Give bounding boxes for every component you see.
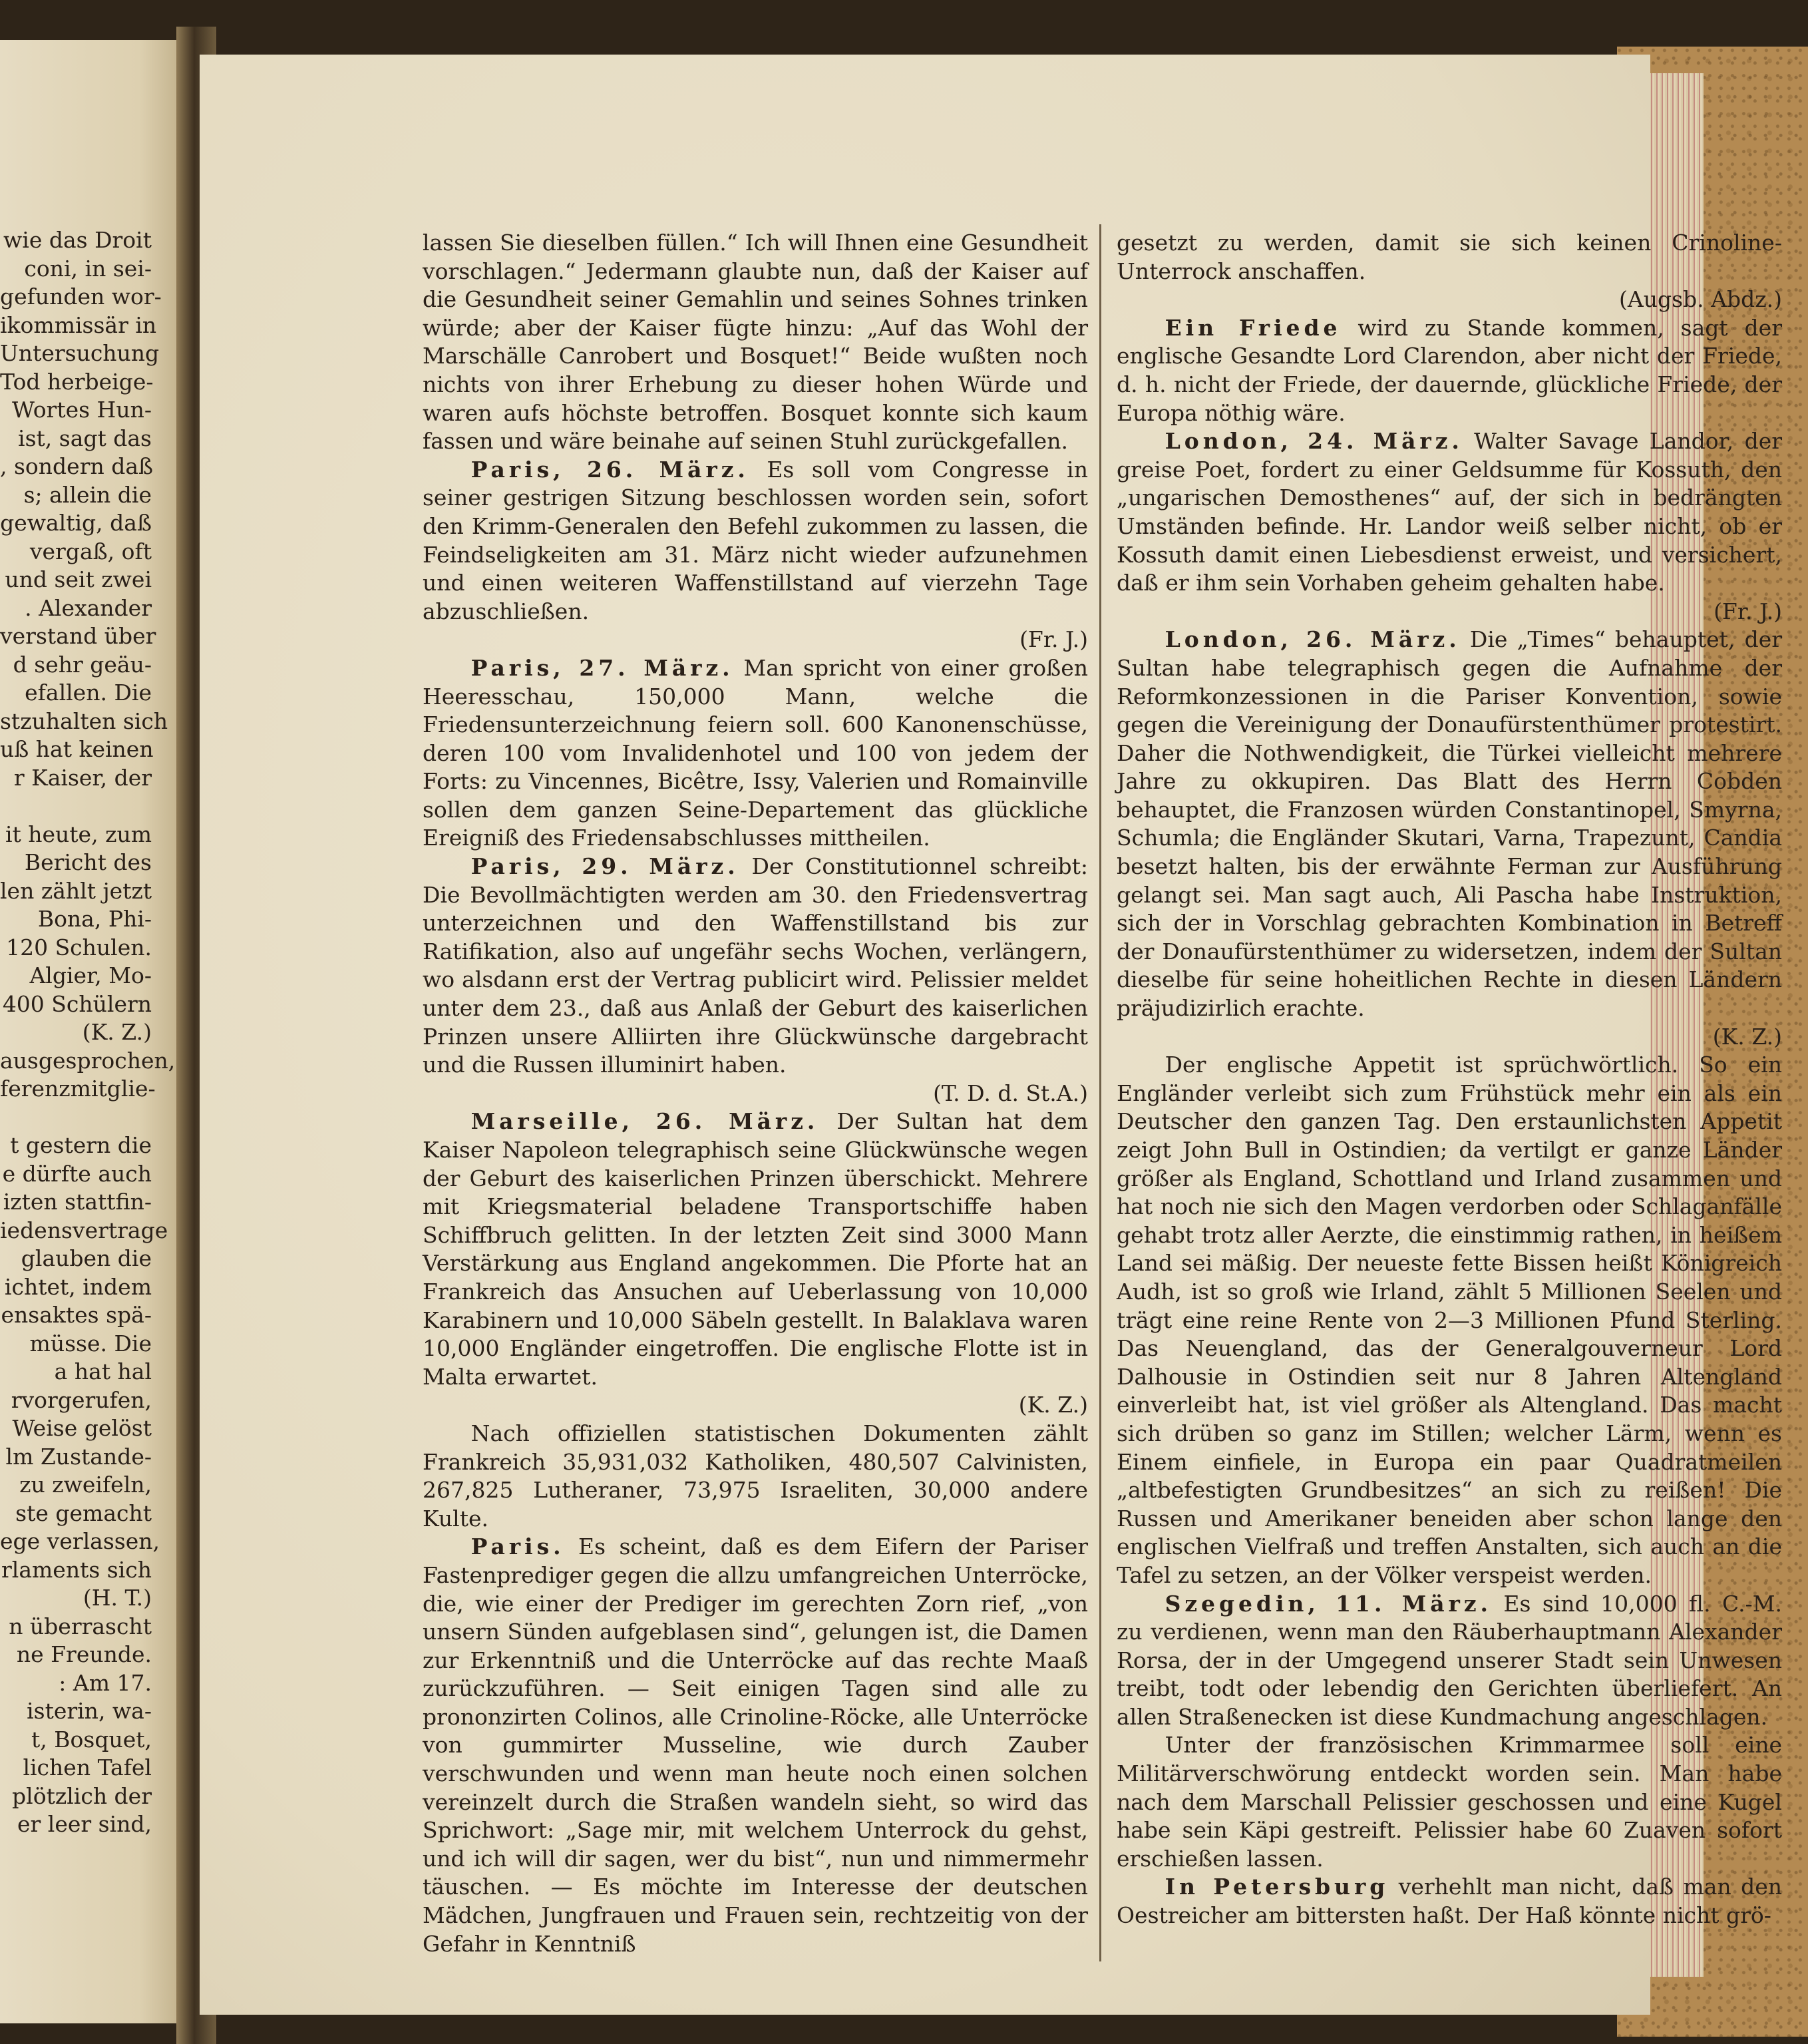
article-paragraph xyxy=(1117,1873,1782,1930)
left-column-line: müsse. Die xyxy=(29,1330,152,1356)
paragraph-text: lassen Sie dieselben füllen.“ Ich will Ihnen eine Gesundheit vorschlagen.“ Jedermann glaubte nun, daß der Kaiser auf die Gesundheit seiner Gemahlin und seines Sohnes trinken würde; aber der Kaiser fügte hinzu: „Auf das Wohl der Marschälle Canrobert und Bosquet!“ Beide wußten noch nichts von ihrer Erhebung zu dieser hohen Würde und waren aufs höchste betroffen. Bosquet konnte sich kaum fassen und wäre beinahe auf seinen Stuhl zurückgefallen. xyxy=(423,230,1088,455)
left-column-line: ikommissär in xyxy=(0,311,157,338)
dateline: In Petersburg xyxy=(1165,1874,1389,1900)
right-column-text xyxy=(1117,229,1782,1973)
left-column-line: r Kaiser, der xyxy=(13,764,152,791)
left-column-line: ege verlassen, xyxy=(0,1528,160,1554)
dateline: Paris, 29. März. xyxy=(470,853,739,880)
paragraph-text: Es soll vom Congresse in seiner gestrigen Sitzung beschlossen worden sein, sofort den Krimm-Generalen den Befehl zukommen zu lassen, die Feindseligkeiten am 31. März nicht wieder aufzunehmen und einen weiteren Waffenstillstand auf vierzehn Tage abzuschließen. xyxy=(423,456,1088,624)
left-column-line: : Am 17. xyxy=(59,1669,152,1696)
paragraph-text: Es sind 10,000 fl. C.-M. zu verdienen, wenn man den Räuberhauptmann Alexander Rorsa, der in der Umgegend unserer Stadt sein Unwesen treibt, todt oder lebendig den Gerichten überliefert. An allen Straßenecken ist diese Kundmachung angeschlagen. xyxy=(1117,1590,1782,1730)
dateline: Marseille, 26. März. xyxy=(470,1108,819,1135)
left-column-line: rlaments sich xyxy=(1,1556,152,1583)
left-column-line: n überrascht xyxy=(9,1613,152,1639)
left-column-line: Bericht des xyxy=(24,849,152,875)
left-page xyxy=(0,40,186,2023)
left-column-line: vergaß, oft xyxy=(29,538,152,564)
left-column-line: isterin, wa- xyxy=(27,1698,152,1724)
left-column-line: efallen. Die xyxy=(25,680,152,706)
left-column-line: glauben die xyxy=(21,1245,152,1271)
paragraph-text: Nach offiziellen statistischen Dokumenten zählt Frankreich 35,931,032 Katholiken, 480,507 Calvinisten, 267,825 Lutheraner, 73,975 Israeliten, 30,000 andere Kulte. xyxy=(423,1420,1088,1532)
left-column-line: stzuhalten sich xyxy=(0,708,168,734)
article-paragraph xyxy=(1117,1051,1782,1589)
left-column-line: t, Bosquet, xyxy=(31,1726,152,1752)
left-column-line: gefunden wor- xyxy=(0,284,162,309)
paragraph-text: wird zu Stande kommen, sagt der englische Gesandte Lord Clarendon, aber nicht der Friede, d. h. nicht der Friede, der dauernde, glückliche Friede, der Europa nöthig wäre. xyxy=(1117,314,1782,426)
article-paragraph xyxy=(1117,1590,1782,1732)
dateline: Szegedin, 11. März. xyxy=(1165,1590,1492,1617)
paragraph-text: Der Sultan hat dem Kaiser Napoleon telegraphisch seine Glückwünsche wegen der Geburt des kaiserlichen Prinzen überschickt. Mehrere mit Kriegsmaterial beladene Transportschiffe haben Schiffbruch gelitten. In der letzten Zeit sind 3000 Mann Verstärkung aus England angekommen. Die Pforte hat an Frankreich das Ansuchen auf Ueberlassung von 10,000 Karabinern und 10,000 Säbeln gestellt. In Balaklava waren 10,000 Engländer eingetroffen. Die englische Flotte ist in Malta erwartet. xyxy=(423,1108,1088,1390)
paragraph-text: Es scheint, daß es dem Eifern der Pariser Fastenprediger gegen die allzu umfangreichen Unterröcke, die, wie einer der Prediger im gerechten Zorn rief, „von unsern Sünden aufgeblasen sind“, gelungen ist, die Damen zur Erkenntniß und die Unterröcke auf das rechte Maaß zurückzuführen. — Seit einigen Tagen sind alle zu prononzirten Colinos, alle Crinoline-Röcke, alle Unterröcke von gummirter Musseline, wie durch Zauber verschwunden und wenn man heute noch einen solchen vereinzelt durch die Straßen wandeln sieht, so wird das Sprichwort: „Sage mir, mit welchem Unterrock du gehst, und ich will dir sagen, wer du bist“, nun und nimmermehr täuschen. — Es möchte im Interesse der deutschen Mädchen, Jungfrauen und Frauen sein, rechtzeitig von der Gefahr in Kenntniß xyxy=(423,1533,1088,1957)
left-column-line: 120 Schulen. xyxy=(6,934,152,960)
left-column-line: zu zweifeln, xyxy=(19,1472,152,1498)
left-column-line: und seit zwei xyxy=(5,566,152,592)
source-citation: (K. Z.) xyxy=(1018,1392,1088,1418)
left-column-line: Untersuchung xyxy=(0,340,160,366)
left-column-line: Weise gelöst xyxy=(12,1415,152,1441)
left-column-line: ferenzmitglie- xyxy=(0,1076,156,1102)
paragraph-text: verhehlt man nicht, daß man den Oestreicher am bittersten haßt. Der Haß könnte nicht grö- xyxy=(1117,1874,1782,1929)
left-column-line: gewaltig, daß xyxy=(0,510,152,536)
left-column-line: , sondern daß xyxy=(0,453,154,479)
paragraph-text: Unter der französischen Krimmarmee soll eine Militärverschwörung entdeckt worden sein. Man habe nach dem Marschall Pelissier geschossen und eine Kugel habe sein Käpi gestreift. Pelissier habe 60 Zuaven sofort erschießen lassen. xyxy=(1117,1732,1782,1872)
article-paragraph xyxy=(423,654,1088,853)
left-column-line: Wortes Hun- xyxy=(12,397,152,423)
source-citation: (T. D. d. St.A.) xyxy=(933,1080,1088,1106)
article-paragraph xyxy=(1117,1731,1782,1873)
article-paragraph xyxy=(1117,314,1782,427)
left-column-line: a hat hal xyxy=(54,1358,152,1384)
left-column-line: t gestern die xyxy=(10,1132,152,1158)
left-column-line: verstand über xyxy=(0,623,156,649)
left-column-line: izten stattfin- xyxy=(3,1189,152,1215)
article-paragraph xyxy=(1117,427,1782,626)
left-column-line: ne Freunde. xyxy=(16,1641,152,1667)
right-page xyxy=(200,55,1783,2015)
left-column-line: ausgesprochen, xyxy=(0,1047,176,1074)
left-column-line: Tod herbeige- xyxy=(0,368,154,395)
paragraph-text: Man spricht von einer großen Heeresschau, 150,000 Mann, welche die Friedensunterzeichnung feiern soll. 600 Kanonenschüsse, deren 100 vom Invalidenhotel und 100 von jedem der Forts: zu Vincennes, Bicêtre, Issy, Valerien und Romainville sollen dem ganzen Seine-Departement das glückliche Ereigniß des Friedensabschlusses mittheilen. xyxy=(423,654,1088,851)
left-column-line: uß hat keinen xyxy=(0,736,154,762)
left-column-text xyxy=(0,226,176,1839)
dateline: Ein Friede xyxy=(1165,314,1342,341)
dateline: London, 26. März. xyxy=(1165,626,1461,653)
paragraph-text: Die „Times“ behauptet, der Sultan habe telegraphisch gegen die Aufnahme der Reformkonzessionen in die Pariser Konvention, sowie gegen die Vereinigung der Donaufürstenthümer protestirt. Daher die Nothwendigkeit, die Türkei vielleicht mehrere Jahre zu okkupiren. Das Blatt des Herrn Cobden behauptet, die Franzosen würden Constantinopel, Smyrna, Schumla; die Engländer Skutari, Varna, Trapezunt, Candia besetzt halten, bis der erwähnte Ferman zur Ausführung gelangt sei. Man sagt auch, Ali Pascha habe Instruktion, sich der in Vorschlag gebrachten Kombination in Betreff der Donaufürstenthümer zu widersetzen, indem der Sultan dieselbe für seine hoheitlichen Rechte in diesen Ländern präjudizirlich erachte. xyxy=(1117,626,1783,1022)
left-column-line xyxy=(0,792,157,821)
left-column-line: d sehr geäu- xyxy=(13,651,152,678)
left-column-line: (K. Z.) xyxy=(82,1019,152,1045)
left-column-line: ensaktes spä- xyxy=(1,1302,152,1328)
left-column-line: plötzlich der xyxy=(12,1782,152,1809)
left-column-line: it heute, zum xyxy=(5,821,152,847)
left-column-line: s; allein die xyxy=(23,481,152,508)
left-column-line: Bona, Phi- xyxy=(37,906,152,932)
article-paragraph xyxy=(423,1108,1088,1420)
left-column-line: len zählt jetzt xyxy=(0,877,152,904)
left-column-line xyxy=(0,1104,157,1132)
paragraph-text: Der Constitutionnel schreibt: Die Bevollmächtigten werden am 30. den Friedensvertrag unterzeichnen und den Waffenstillstand bis zur Ratifikation, also auf ungefähr sechs Wochen, verlängern, wo alsdann erst der Vertrag publicirt wird. Pelissier meldet unter dem 23., daß aus Anlaß der Geburt des kaiserlichen Prinzen unsere Alliirten ihre Glückwünsche dargebracht und die Russen illuminirt haben. xyxy=(423,853,1088,1078)
left-column-line: Algier, Mo- xyxy=(29,962,152,988)
source-citation: (Fr. J.) xyxy=(1019,626,1088,653)
paragraph-text: Walter Savage Landor, der greise Poet, fordert zu einer Geldsumme für Kossuth, den „ungarischen Demosthenes“ auf, der sich in bedrängten Umständen befinde. Hr. Landor weiß selber nicht, ob er Kossuth damit einen Liebesdienst erweist, und versichert, daß er ihm sein Vorhaben geheim gehalten habe. xyxy=(1117,428,1782,596)
dateline: Paris, 26. März. xyxy=(470,456,749,483)
article-paragraph xyxy=(1117,626,1782,1051)
left-column-line: 400 Schülern xyxy=(2,990,152,1017)
left-column-line: . Alexander xyxy=(25,594,152,621)
left-column-line: lm Zustande- xyxy=(5,1443,152,1470)
left-column-line: iedensvertrage xyxy=(0,1217,168,1243)
article-paragraph xyxy=(423,229,1088,456)
left-column-line: er leer sind, xyxy=(17,1811,152,1837)
source-citation: (Fr. J.) xyxy=(1714,598,1782,624)
source-citation: (Augsb. Abdz.) xyxy=(1619,286,1782,313)
column-divider xyxy=(1099,224,1101,1961)
article-paragraph xyxy=(423,1533,1088,1958)
dateline: Paris. xyxy=(470,1533,565,1560)
left-column-line: e dürfte auch xyxy=(2,1160,152,1187)
source-citation: (K. Z.) xyxy=(1712,1023,1782,1050)
dateline: Paris, 27. März. xyxy=(470,654,734,681)
left-column-line: rvorgerufen, xyxy=(11,1386,152,1413)
left-column-line: (H. T.) xyxy=(83,1585,152,1611)
left-column-line: ist, sagt das xyxy=(18,425,152,451)
left-column-line: wie das Droit xyxy=(3,227,152,253)
article-paragraph xyxy=(423,1420,1088,1533)
article-paragraph xyxy=(423,456,1088,654)
left-column-line: ichtet, indem xyxy=(4,1273,152,1300)
left-column-line: coni, in sei- xyxy=(24,255,152,282)
middle-column-text xyxy=(423,229,1088,1973)
dateline: London, 24. März. xyxy=(1165,428,1463,455)
left-column-line: ste gemacht xyxy=(15,1500,152,1526)
paragraph-text: Der englische Appetit ist sprüchwörtlich. So ein Engländer verleibt sich zum Frühstück mehr ein als ein Deutscher den ganzen Tag. Den erstaunlichsten Appetit zeigt John Bull in Ostindien; da vertilgt er ganze Länder größer als England, Schottland und Irland zusammen und hat noch nie sich den Magen verdorben oder Schlaganfälle gehabt trotz aller Aerzte, die einstimmig rathen, in heißem Land sei mäßig. Der neueste fette Bissen heißt Königreich Audh, ist so groß wie Irland, zählt 5 Millionen Seelen und trägt eine reine Rente von 2—3 Millionen Pfund Sterling. Das Neuengland, das der Generalgouverneur Lord Dalhousie in Ostindien seit nur 8 Jahren Altengland einverleibt hat, ist viel größer als Altengland. Das macht sich drüben so ganz im Stillen; welcher Lärm, wenn es Einem einfiele, in Europa ein paar Quadratmeilen „altbefestigten Grundbesitzes“ an sich zu reißen! Die Russen und Amerikaner beneiden aber schon lange den englischen Vielfraß und treffen Anstalten, sich auch an die Tafel zu setzen, an der Völker verspeist werden. xyxy=(1117,1052,1782,1588)
left-column-line: lichen Tafel xyxy=(23,1754,152,1780)
paragraph-text: gesetzt zu werden, damit sie sich keinen Crinoline-Unterrock anschaffen. xyxy=(1117,230,1782,284)
article-paragraph xyxy=(423,853,1088,1108)
article-paragraph xyxy=(1117,229,1782,314)
